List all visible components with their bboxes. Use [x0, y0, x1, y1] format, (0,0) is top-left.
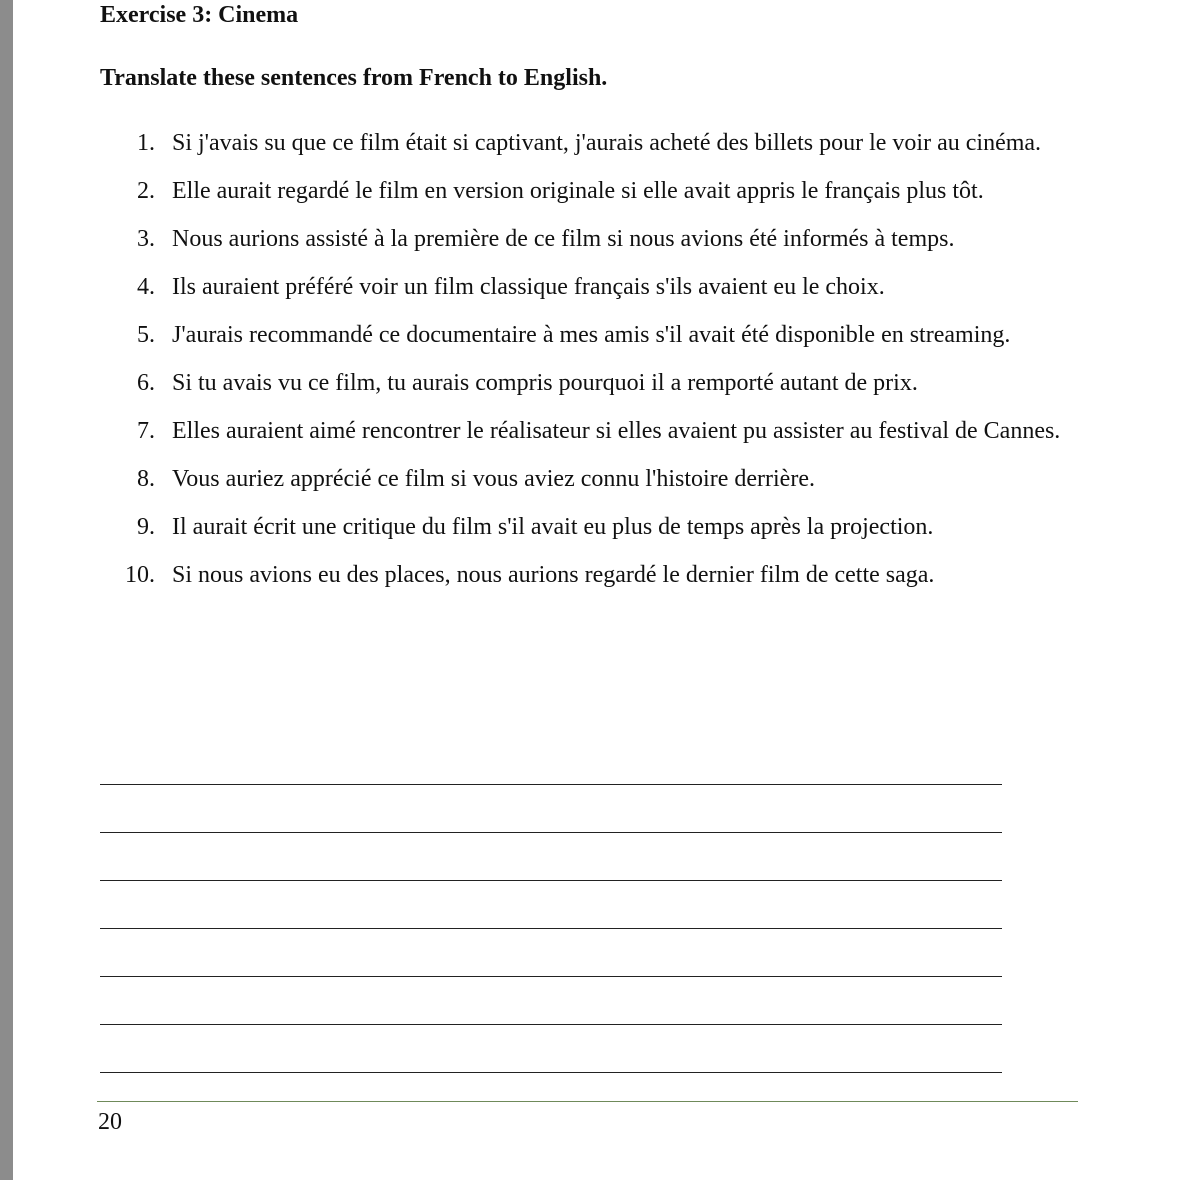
viewer-gutter — [0, 0, 13, 1180]
sentence-item-5 — [125, 319, 1076, 351]
sentence-number: 8. — [137, 466, 155, 492]
sentence-item-7 — [125, 415, 1076, 447]
sentence-item-3 — [125, 223, 1076, 255]
sentence-text: Vous auriez apprécié ce film si vous aviez connu l'histoire derrière. — [172, 466, 815, 492]
document-page — [13, 0, 1180, 1180]
sentence-text: Si nous avions eu des places, nous aurions regardé le dernier film de cette saga. — [172, 562, 935, 588]
sentence-text: Nous aurions assisté à la première de ce film si nous avions été informés à temps. — [172, 226, 955, 252]
answer-lines — [100, 784, 1002, 1120]
sentence-list — [125, 127, 1076, 607]
sentence-number: 4. — [137, 274, 155, 300]
sentence-number: 6. — [137, 370, 155, 396]
answer-line — [100, 784, 1002, 785]
sentence-text: Ils auraient préféré voir un film classique français s'ils avaient eu le choix. — [172, 274, 885, 300]
sentence-item-4 — [125, 271, 1076, 303]
sentence-number: 2. — [137, 178, 155, 204]
sentence-item-9 — [125, 511, 1076, 543]
sentence-number: 1. — [137, 130, 155, 156]
page-number: 20 — [98, 1109, 122, 1135]
sentence-number: 7. — [137, 418, 155, 444]
answer-line — [100, 880, 1002, 881]
answer-line — [100, 928, 1002, 929]
sentence-number: 9. — [137, 514, 155, 540]
sentence-item-6 — [125, 367, 1076, 399]
sentence-text: Elle aurait regardé le film en version originale si elle avait appris le français plus tôt. — [172, 178, 984, 204]
answer-line — [100, 1072, 1002, 1073]
sentence-text: Si tu avais vu ce film, tu aurais compris pourquoi il a remporté autant de prix. — [172, 370, 918, 396]
exercise-instructions: Translate these sentences from French to English. — [100, 65, 608, 91]
sentence-text: Si j'avais su que ce film était si captivant, j'aurais acheté des billets pour le voir au cinéma. — [172, 130, 1042, 156]
sentence-text: Elles auraient aimé rencontrer le réalisateur si elles avaient pu assister au festival de Cannes. — [172, 418, 1061, 444]
sentence-text: Il aurait écrit une critique du film s'il avait eu plus de temps après la projection. — [172, 514, 934, 540]
answer-line — [100, 832, 1002, 833]
footer-divider — [97, 1101, 1078, 1102]
answer-line — [100, 1024, 1002, 1025]
answer-line — [100, 976, 1002, 977]
exercise-title: Exercise 3: Cinema — [100, 2, 299, 28]
sentence-number: 10. — [125, 562, 155, 588]
sentence-item-1 — [125, 127, 1076, 159]
sentence-item-8 — [125, 463, 1076, 495]
sentence-text: J'aurais recommandé ce documentaire à mes amis s'il avait été disponible en streaming. — [172, 322, 1011, 348]
sentence-item-2 — [125, 175, 1076, 207]
sentence-number: 3. — [137, 226, 155, 252]
sentence-number: 5. — [137, 322, 155, 348]
sentence-item-10 — [125, 559, 1076, 591]
